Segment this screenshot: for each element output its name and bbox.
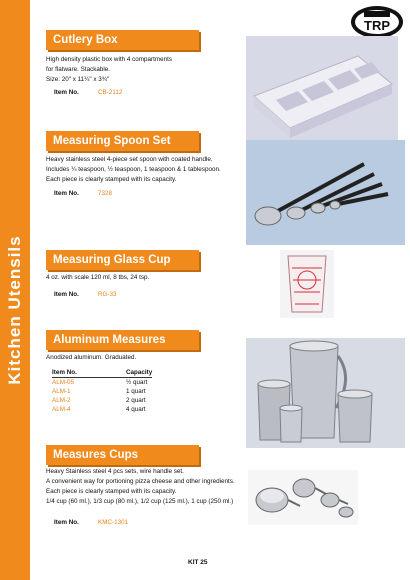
desc-line: Each piece is clearly stamped with its capacity. (46, 176, 177, 183)
capacity-value: ½ quart (126, 379, 148, 386)
table-row (52, 396, 152, 405)
item-code: ALM-1 (52, 388, 71, 395)
logo-text: TRP (364, 18, 390, 33)
item-code: ALM-4 (52, 406, 71, 413)
spoon-item-row (54, 189, 112, 199)
desc-line: Includes ¼ teaspoon, ½ teaspoon, 1 teaspoon & 1 tablespoon. (46, 166, 221, 173)
aluminum-description (46, 353, 136, 363)
measures-cups-photo (248, 470, 358, 525)
cutlery-item-row (54, 88, 122, 98)
desc-line: Each piece is clearly stamped with its capacity. (46, 488, 177, 495)
item-number: RG-33 (98, 291, 117, 298)
desc-line: 4 oz. with scale 120 ml, 8 tbs, 24 tsp. (46, 274, 150, 281)
capacity-column-header: Capacity (108, 369, 152, 378)
item-label: Item No. (54, 291, 79, 298)
table-row (52, 387, 152, 396)
desc-line: A convenient way for portioning pizza cheese and other ingredients. (46, 478, 235, 485)
section-title-aluminum: Aluminum Measures (46, 330, 199, 350)
page-number: KIT 25 (188, 559, 208, 566)
desc-line: High density plastic box with 4 compartments (46, 56, 172, 63)
item-label: Item No. (54, 519, 79, 526)
section-title-cups: Measures Cups (46, 445, 199, 465)
aluminum-measures-photo (246, 338, 405, 448)
capacity-value: 1 quart (126, 388, 146, 395)
glass-item-row (54, 290, 117, 300)
cutlery-box-photo (246, 36, 398, 144)
measuring-glass-photo (280, 250, 334, 318)
item-code: ALM-05 (52, 379, 75, 386)
item-code: ALM-2 (52, 397, 71, 404)
section-title-glass: Measuring Glass Cup (46, 250, 199, 270)
desc-line: Heavy stainless steel 4-piece set spoon with coated handle. (46, 156, 213, 163)
desc-line: Heavy Stainless steel 4 pcs sets, wire handle set. (46, 468, 184, 475)
spoon-description (46, 155, 221, 185)
item-number: 7328 (98, 190, 113, 197)
trp-logo (350, 4, 404, 40)
capacity-value: 4 quart (126, 406, 146, 413)
capacity-table (52, 369, 152, 414)
table-row (52, 378, 152, 388)
glass-description (46, 273, 149, 283)
measuring-spoon-photo (246, 140, 405, 245)
cups-description (46, 467, 235, 507)
table-row (52, 405, 152, 414)
item-label: Item No. (54, 89, 79, 96)
desc-line: Anodized aluminum. Graduated. (46, 354, 137, 361)
sidebar-title: Kitchen Utensils (5, 235, 24, 385)
side-bar (0, 0, 30, 580)
desc-line: 1/4 cup (60 ml.), 1/3 cup (80 ml.), 1/2 cup (125 ml.), 1 cup (250 ml.) (46, 498, 234, 505)
cups-item-row (54, 518, 128, 528)
desc-line: for flatware. Stackable. (46, 66, 111, 73)
table-header-row (52, 369, 152, 378)
desc-line: Size: 20" x 11¼" x 3¾" (46, 76, 110, 83)
item-number: KMC-1301 (98, 519, 129, 526)
capacity-value: 2 quart (126, 397, 146, 404)
item-label: Item No. (54, 190, 79, 197)
cutlery-description (46, 55, 172, 85)
item-column-header: Item No. (52, 369, 108, 378)
section-title-cutlery: Cutlery Box (46, 30, 199, 50)
item-number: CB-2112 (98, 89, 123, 96)
section-title-spoon: Measuring Spoon Set (46, 131, 199, 151)
